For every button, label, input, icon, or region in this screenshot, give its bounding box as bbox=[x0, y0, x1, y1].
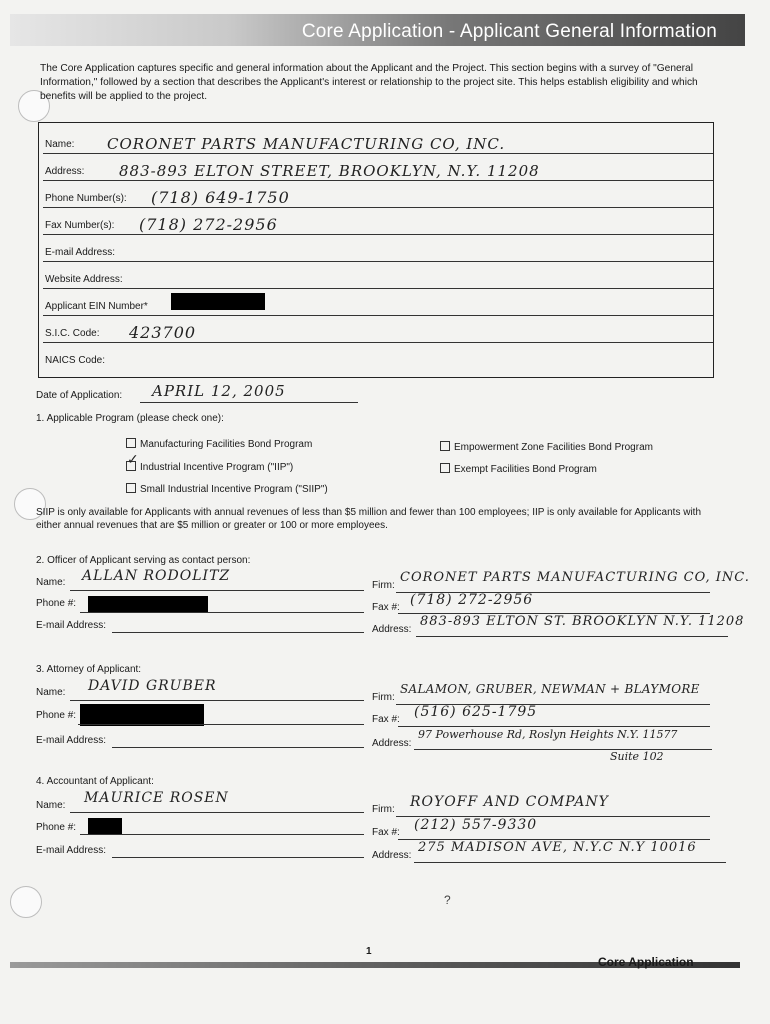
accountant-fax-value[interactable]: (212) 557-9330 bbox=[414, 817, 538, 833]
applicant-phone-value[interactable]: (718) 649-1750 bbox=[151, 188, 290, 207]
accountant-email-label: E-mail Address: bbox=[36, 845, 107, 856]
accountant-address-value[interactable]: 275 MADISON AVE, N.Y.C N.Y 10016 bbox=[418, 840, 697, 855]
applicant-fax-label: Fax Number(s): bbox=[45, 220, 115, 231]
accountant-firm-value[interactable]: ROYOFF AND COMPANY bbox=[410, 794, 609, 810]
intro-paragraph: The Core Application captures specific and general information about the Applicant and the Project. This section begins with a survey of "General Information," followed by a section that describes the Applicant's interest or relationship to the project site. This helps establish eligibility and which benefits will be applied to the project. bbox=[40, 63, 698, 102]
programs-title: 1. Applicable Program (please check one): bbox=[36, 413, 224, 424]
date-value[interactable]: APRIL 12, 2005 bbox=[152, 382, 286, 400]
redacted-ein bbox=[171, 293, 265, 310]
checkbox[interactable] bbox=[126, 438, 136, 448]
applicant-address-label: Address: bbox=[45, 166, 85, 177]
applicant-sic-row bbox=[39, 316, 713, 343]
applicant-fax-row bbox=[39, 208, 713, 235]
applicant-name-row bbox=[39, 127, 713, 154]
attorney-address-suite[interactable]: Suite 102 bbox=[610, 750, 664, 763]
header-bar bbox=[10, 14, 745, 46]
applicant-website-row bbox=[39, 262, 713, 289]
accountant-address-label: Address: bbox=[372, 850, 412, 861]
page-title: Core Application - Applicant General Information bbox=[301, 21, 717, 42]
applicant-website-label: Website Address: bbox=[45, 274, 123, 285]
program-eligibility-note: SIIP is only available for Applicants with annual revenues of less than $5 million and fewer than 100 employees; IIP is only available for Applicants with either annual revenues that are $5 million or greater or 100 or more employees. bbox=[36, 507, 702, 531]
checkbox[interactable] bbox=[126, 483, 136, 493]
program-option-empowerment[interactable]: Empowerment Zone Facilities Bond Program bbox=[440, 441, 653, 453]
officer-name-value[interactable]: ALLAN RODOLITZ bbox=[82, 568, 231, 584]
redacted-phone bbox=[80, 704, 204, 726]
checkbox[interactable] bbox=[440, 463, 450, 473]
applicant-ein-label: Applicant EIN Number* bbox=[45, 301, 148, 312]
officer-phone-label: Phone #: bbox=[36, 598, 77, 609]
officer-firm-value[interactable]: CORONET PARTS MANUFACTURING CO, INC. bbox=[400, 570, 750, 585]
redacted-phone bbox=[88, 818, 122, 835]
attorney-firm-value[interactable]: SALAMON, GRUBER, NEWMAN + BLAYMORE bbox=[400, 682, 700, 696]
date-label: Date of Application: bbox=[36, 390, 123, 401]
stray-mark: ? bbox=[444, 893, 451, 907]
applicant-address-row bbox=[39, 154, 713, 181]
officer-address-label: Address: bbox=[372, 624, 412, 635]
applicant-address-value[interactable]: 883-893 ELTON STREET, BROOKLYN, N.Y. 11208 bbox=[119, 162, 540, 180]
program-option-siip[interactable]: Small Industrial Incentive Program ("SIIP") bbox=[126, 483, 328, 495]
applicant-email-row bbox=[39, 235, 713, 262]
attorney-address-label: Address: bbox=[372, 738, 412, 749]
accountant-firm-label: Firm: bbox=[372, 804, 395, 815]
date-underline bbox=[140, 402, 358, 403]
accountant-name-value[interactable]: MAURICE ROSEN bbox=[84, 790, 229, 806]
accountant-name-label: Name: bbox=[36, 800, 66, 811]
attorney-firm-label: Firm: bbox=[372, 692, 395, 703]
applicant-ein-row bbox=[39, 289, 713, 316]
attorney-phone-label: Phone #: bbox=[36, 710, 77, 721]
officer-fax-value[interactable]: (718) 272-2956 bbox=[410, 592, 534, 608]
check-mark-icon: ✓ bbox=[127, 452, 139, 468]
officer-name-label: Name: bbox=[36, 577, 66, 588]
applicant-name-label: Name: bbox=[45, 139, 75, 150]
punch-hole bbox=[10, 886, 42, 918]
applicant-name-value[interactable]: CORONET PARTS MANUFACTURING CO, INC. bbox=[107, 135, 506, 153]
redacted-phone bbox=[88, 596, 208, 613]
applicant-fax-value[interactable]: (718) 272-2956 bbox=[139, 215, 278, 234]
program-option-exempt[interactable]: Exempt Facilities Bond Program bbox=[440, 463, 597, 475]
applicant-email-label: E-mail Address: bbox=[45, 247, 116, 258]
footer-title: Core Application bbox=[598, 955, 694, 969]
officer-firm-label: Firm: bbox=[372, 580, 395, 591]
checkbox[interactable] bbox=[440, 441, 450, 451]
applicant-info-box bbox=[38, 122, 714, 378]
attorney-name-value[interactable]: DAVID GRUBER bbox=[88, 678, 217, 694]
applicant-sic-value[interactable]: 423700 bbox=[129, 323, 197, 342]
officer-email-label: E-mail Address: bbox=[36, 620, 107, 631]
applicant-naics-label: NAICS Code: bbox=[45, 355, 106, 366]
officer-section-title: 2. Officer of Applicant serving as contact person: bbox=[36, 555, 251, 566]
attorney-name-label: Name: bbox=[36, 687, 66, 698]
accountant-phone-label: Phone #: bbox=[36, 822, 77, 833]
attorney-address-value[interactable]: 97 Powerhouse Rd, Roslyn Heights N.Y. 11577 bbox=[418, 728, 678, 741]
applicant-phone-label: Phone Number(s): bbox=[45, 193, 127, 204]
accountant-section-title: 4. Accountant of Applicant: bbox=[36, 776, 154, 787]
officer-fax-label: Fax #: bbox=[372, 602, 400, 613]
attorney-section-title: 3. Attorney of Applicant: bbox=[36, 664, 142, 675]
accountant-fax-label: Fax #: bbox=[372, 827, 400, 838]
applicant-sic-label: S.I.C. Code: bbox=[45, 328, 100, 339]
program-option-iip[interactable]: Industrial Incentive Program ("IIP") bbox=[126, 461, 293, 473]
attorney-email-label: E-mail Address: bbox=[36, 735, 107, 746]
page-number: 1 bbox=[366, 946, 372, 957]
program-option-manufacturing[interactable]: Manufacturing Facilities Bond Program bbox=[126, 438, 312, 450]
officer-address-value[interactable]: 883-893 ELTON ST. BROOKLYN N.Y. 11208 bbox=[420, 614, 745, 629]
attorney-fax-value[interactable]: (516) 625-1795 bbox=[414, 704, 538, 720]
applicant-naics-row bbox=[39, 343, 713, 370]
applicant-phone-row bbox=[39, 181, 713, 208]
attorney-fax-label: Fax #: bbox=[372, 714, 400, 725]
